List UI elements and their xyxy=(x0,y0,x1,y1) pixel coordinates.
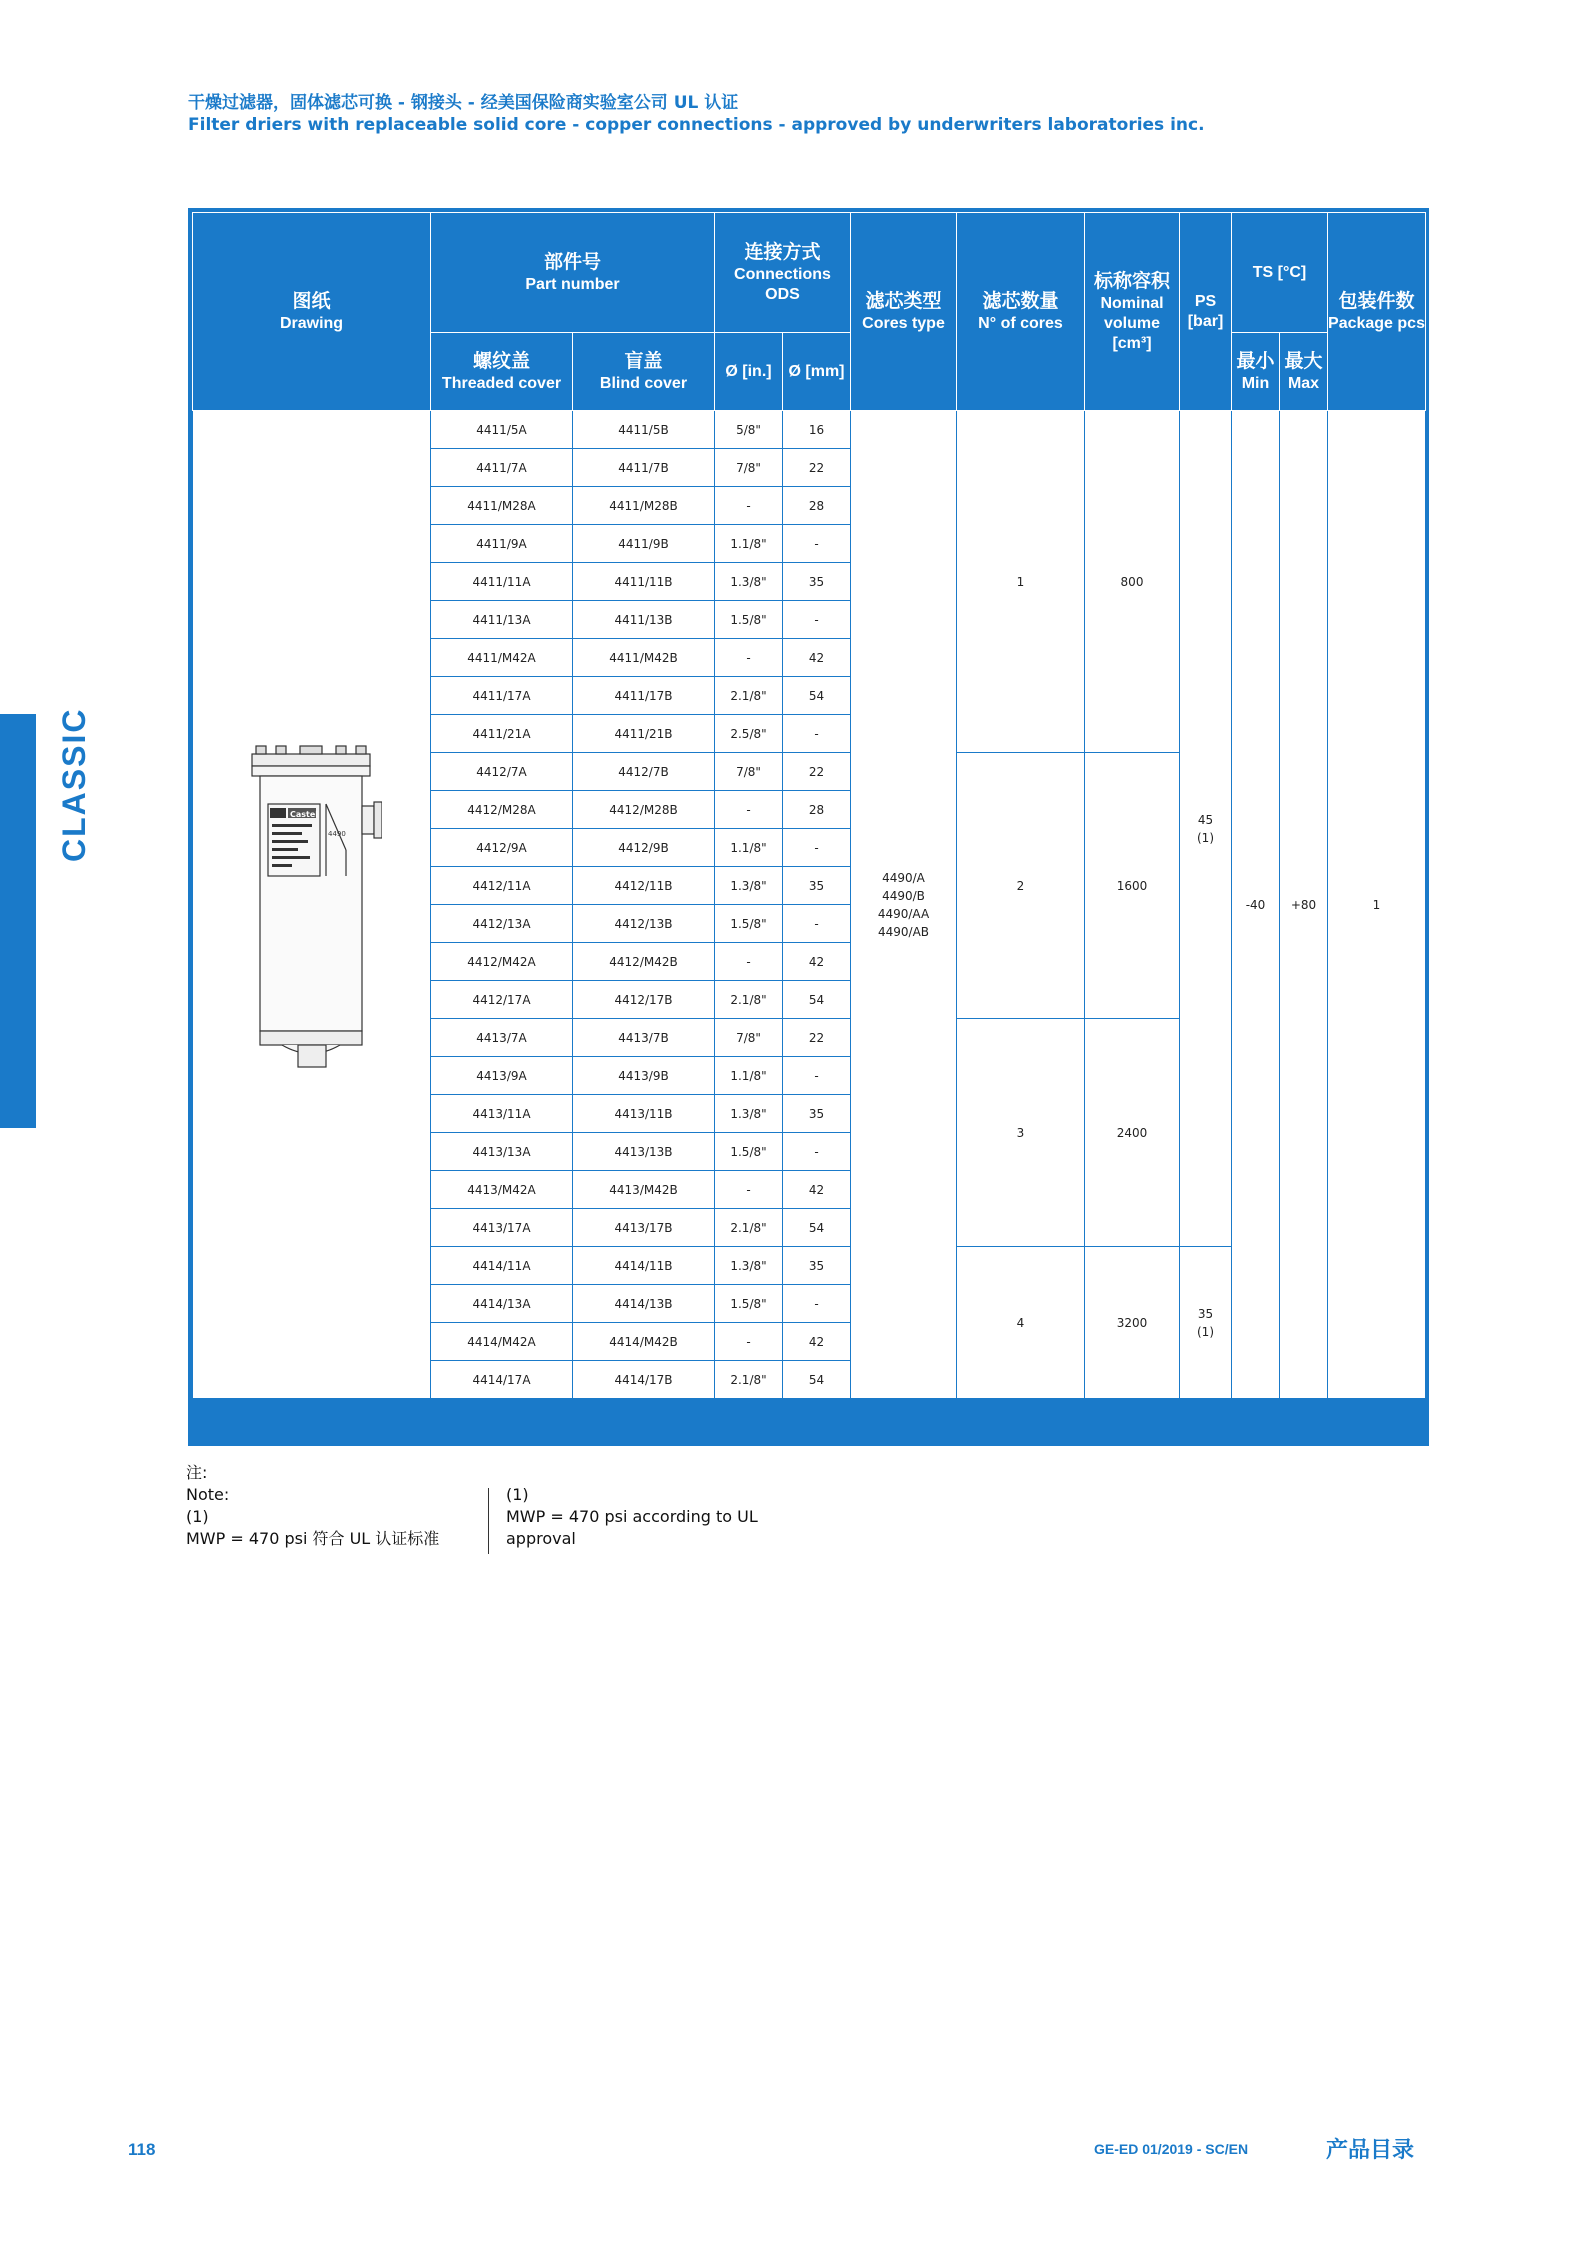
nominal-volume-cell: 2400 xyxy=(1085,1019,1180,1247)
threaded-cover-code: 4411/M42A xyxy=(431,639,573,677)
note-right-text-1: MWP = 470 psi according to UL xyxy=(506,1507,758,1526)
connection-diameter-mm: - xyxy=(783,1057,851,1095)
cores-type-item: 4490/AB xyxy=(877,924,930,939)
blind-cover-code: 4411/5B xyxy=(573,411,715,449)
connection-diameter-in: 2.1/8" xyxy=(715,1209,783,1247)
blind-cover-code: 4413/17B xyxy=(573,1209,715,1247)
notes-right xyxy=(506,1484,758,1550)
connection-diameter-mm: 42 xyxy=(783,943,851,981)
connection-diameter-mm: 54 xyxy=(783,677,851,715)
document-code: GE-ED 01/2019 - SC/EN xyxy=(1094,2141,1249,2157)
connection-diameter-in: 2.1/8" xyxy=(715,981,783,1019)
header-blind-cover: 盲盖 Blind cover xyxy=(573,333,715,411)
threaded-cover-code: 4412/9A xyxy=(431,829,573,867)
connection-diameter-mm: 35 xyxy=(783,1095,851,1133)
header-ts-max: 最大 Max xyxy=(1280,333,1328,411)
nominal-volume-cell: 800 xyxy=(1085,411,1180,753)
connection-diameter-mm: 54 xyxy=(783,1209,851,1247)
note-left-text: MWP = 470 psi 符合 UL 认证标准 xyxy=(186,1529,440,1548)
blind-cover-code: 4414/13B xyxy=(573,1285,715,1323)
connection-diameter-in: 1.5/8" xyxy=(715,905,783,943)
threaded-cover-code: 4411/21A xyxy=(431,715,573,753)
note-label-en: Note: xyxy=(186,1485,230,1504)
threaded-cover-code: 4411/13A xyxy=(431,601,573,639)
blind-cover-code: 4411/7B xyxy=(573,449,715,487)
blind-cover-code: 4411/13B xyxy=(573,601,715,639)
connection-diameter-in: 1.3/8" xyxy=(715,867,783,905)
note-label-cn: 注: xyxy=(186,1463,208,1482)
threaded-cover-code: 4413/9A xyxy=(431,1057,573,1095)
blind-cover-code: 4412/7B xyxy=(573,753,715,791)
side-tab-label: CLASSIC xyxy=(56,707,92,862)
nominal-volume-cell: 1600 xyxy=(1085,753,1180,1019)
page-title xyxy=(188,92,1205,136)
connection-diameter-in: 5/8" xyxy=(715,411,783,449)
blind-cover-code: 4412/17B xyxy=(573,981,715,1019)
connection-diameter-mm: 42 xyxy=(783,1323,851,1361)
title-chinese: 干燥过滤器，固体滤芯可换 - 钢接头 - 经美国保险商实验室公司 UL 认证 xyxy=(188,93,739,113)
connection-diameter-mm: 54 xyxy=(783,1361,851,1399)
header-diameter-mm: Ø [mm] xyxy=(783,333,851,411)
cores-type-item: 4490/AA xyxy=(877,906,930,921)
blind-cover-code: 4413/9B xyxy=(573,1057,715,1095)
header-part-number: 部件号 Part number xyxy=(431,213,715,333)
connection-diameter-mm: 42 xyxy=(783,639,851,677)
threaded-cover-code: 4412/17A xyxy=(431,981,573,1019)
connection-diameter-in: 2.1/8" xyxy=(715,677,783,715)
threaded-cover-code: 4411/5A xyxy=(431,411,573,449)
connection-diameter-in: - xyxy=(715,639,783,677)
table-row xyxy=(193,411,1426,449)
blind-cover-code: 4411/21B xyxy=(573,715,715,753)
blind-cover-code: 4411/17B xyxy=(573,677,715,715)
threaded-cover-code: 4411/9A xyxy=(431,525,573,563)
connection-diameter-mm: 35 xyxy=(783,867,851,905)
note-right-ref: (1) xyxy=(506,1485,529,1504)
drawing-cell xyxy=(193,411,431,1399)
ps-cell xyxy=(1180,411,1232,1247)
threaded-cover-code: 4414/M42A xyxy=(431,1323,573,1361)
header-drawing: 图纸 Drawing xyxy=(193,213,431,411)
header-ts-min: 最小 Min xyxy=(1232,333,1280,411)
threaded-cover-code: 4414/11A xyxy=(431,1247,573,1285)
threaded-cover-code: 4412/13A xyxy=(431,905,573,943)
connection-diameter-in: 1.5/8" xyxy=(715,601,783,639)
ps-note-ref: (1) xyxy=(1197,1324,1214,1339)
blind-cover-code: 4413/7B xyxy=(573,1019,715,1057)
blind-cover-code: 4412/M42B xyxy=(573,943,715,981)
threaded-cover-code: 4412/M42A xyxy=(431,943,573,981)
connection-diameter-mm: 22 xyxy=(783,1019,851,1057)
connection-diameter-mm: - xyxy=(783,601,851,639)
connection-diameter-in: 1.3/8" xyxy=(715,1095,783,1133)
header-ts: TS [°C] xyxy=(1232,213,1328,333)
connection-diameter-mm: - xyxy=(783,715,851,753)
connection-diameter-mm: 22 xyxy=(783,753,851,791)
threaded-cover-code: 4412/11A xyxy=(431,867,573,905)
connection-diameter-in: 1.1/8" xyxy=(715,829,783,867)
header-package: 包装件数 Package pcs xyxy=(1328,213,1426,411)
connection-diameter-mm: 42 xyxy=(783,1171,851,1209)
connection-diameter-mm: 22 xyxy=(783,449,851,487)
nominal-volume-cell: 3200 xyxy=(1085,1247,1180,1399)
table-body xyxy=(193,411,1426,1399)
side-tab-bar xyxy=(0,714,36,1128)
blind-cover-code: 4411/M28B xyxy=(573,487,715,525)
n-cores-cell: 2 xyxy=(957,753,1085,1019)
catalog-label: 产品目录 xyxy=(1326,2138,1415,2163)
threaded-cover-code: 4412/7A xyxy=(431,753,573,791)
threaded-cover-code: 4413/13A xyxy=(431,1133,573,1171)
connection-diameter-in: - xyxy=(715,1323,783,1361)
spec-table xyxy=(192,212,1426,1399)
connection-diameter-in: 7/8" xyxy=(715,753,783,791)
connection-diameter-mm: 35 xyxy=(783,563,851,601)
threaded-cover-code: 4412/M28A xyxy=(431,791,573,829)
package-cell: 1 xyxy=(1328,411,1426,1399)
cores-type-item: 4490/A xyxy=(882,870,925,885)
n-cores-cell: 3 xyxy=(957,1019,1085,1247)
blind-cover-code: 4411/M42B xyxy=(573,639,715,677)
connection-diameter-in: - xyxy=(715,487,783,525)
connection-diameter-mm: - xyxy=(783,905,851,943)
connection-diameter-mm: - xyxy=(783,1285,851,1323)
connection-diameter-in: 1.3/8" xyxy=(715,1247,783,1285)
title-english: Filter driers with replaceable solid core - copper connections - approved by underwriters laboratories inc. xyxy=(188,115,1205,135)
threaded-cover-code: 4411/17A xyxy=(431,677,573,715)
connection-diameter-in: - xyxy=(715,943,783,981)
connection-diameter-in: 1.1/8" xyxy=(715,1057,783,1095)
drawing-brand-label: Castel xyxy=(289,809,318,819)
header-ps: PS [bar] xyxy=(1180,213,1232,411)
notes-left xyxy=(186,1462,439,1550)
connection-diameter-in: - xyxy=(715,1171,783,1209)
ps-cell xyxy=(1180,1247,1232,1399)
threaded-cover-code: 4411/M28A xyxy=(431,487,573,525)
blind-cover-code: 4412/13B xyxy=(573,905,715,943)
blind-cover-code: 4412/11B xyxy=(573,867,715,905)
cores-type-cell xyxy=(851,411,957,1399)
ps-note-ref: (1) xyxy=(1197,830,1214,845)
cores-type-item: 4490/B xyxy=(882,888,925,903)
connection-diameter-in: 1.1/8" xyxy=(715,525,783,563)
connection-diameter-in: 1.3/8" xyxy=(715,563,783,601)
note-left-ref: (1) xyxy=(186,1507,209,1526)
connection-diameter-mm: 35 xyxy=(783,1247,851,1285)
threaded-cover-code: 4414/17A xyxy=(431,1361,573,1399)
blind-cover-code: 4414/17B xyxy=(573,1361,715,1399)
threaded-cover-code: 4411/11A xyxy=(431,563,573,601)
blind-cover-code: 4411/11B xyxy=(573,563,715,601)
connection-diameter-mm: - xyxy=(783,525,851,563)
ps-value: 35 xyxy=(1197,1306,1214,1321)
header-diameter-in: Ø [in.] xyxy=(715,333,783,411)
header-n-cores: 滤芯数量 N° of cores xyxy=(957,213,1085,411)
connection-diameter-in: 1.5/8" xyxy=(715,1133,783,1171)
blind-cover-code: 4411/9B xyxy=(573,525,715,563)
connection-diameter-mm: 28 xyxy=(783,791,851,829)
blind-cover-code: 4414/11B xyxy=(573,1247,715,1285)
header-connections: 连接方式 Connections ODS xyxy=(715,213,851,333)
connection-diameter-mm: 28 xyxy=(783,487,851,525)
threaded-cover-code: 4413/17A xyxy=(431,1209,573,1247)
n-cores-cell: 1 xyxy=(957,411,1085,753)
blind-cover-code: 4412/9B xyxy=(573,829,715,867)
connection-diameter-in: 2.1/8" xyxy=(715,1361,783,1399)
blind-cover-code: 4413/11B xyxy=(573,1095,715,1133)
connection-diameter-mm: - xyxy=(783,1133,851,1171)
blind-cover-code: 4414/M42B xyxy=(573,1323,715,1361)
threaded-cover-code: 4413/11A xyxy=(431,1095,573,1133)
connection-diameter-in: 1.5/8" xyxy=(715,1285,783,1323)
threaded-cover-code: 4411/7A xyxy=(431,449,573,487)
page-number: 118 xyxy=(128,2140,156,2159)
header-cores-type: 滤芯类型 Cores type xyxy=(851,213,957,411)
ts-min-cell: -40 xyxy=(1232,411,1280,1399)
n-cores-cell: 4 xyxy=(957,1247,1085,1399)
note-divider xyxy=(488,1488,489,1554)
blind-cover-code: 4412/M28B xyxy=(573,791,715,829)
connection-diameter-in: 7/8" xyxy=(715,449,783,487)
drawing-model-label: 4490 xyxy=(327,829,346,838)
blind-cover-code: 4413/M42B xyxy=(573,1171,715,1209)
connection-diameter-in: 7/8" xyxy=(715,1019,783,1057)
connection-diameter-in: - xyxy=(715,791,783,829)
threaded-cover-code: 4413/7A xyxy=(431,1019,573,1057)
header-threaded-cover: 螺纹盖 Threaded cover xyxy=(431,333,573,411)
connection-diameter-in: 2.5/8" xyxy=(715,715,783,753)
connection-diameter-mm: 16 xyxy=(783,411,851,449)
filter-drier-drawing xyxy=(242,740,382,1070)
ps-value: 45 xyxy=(1197,812,1214,827)
note-right-text-2: approval xyxy=(506,1529,576,1548)
header-nominal-volume: 标称容积 Nominal volume [cm³] xyxy=(1085,213,1180,411)
threaded-cover-code: 4413/M42A xyxy=(431,1171,573,1209)
ts-max-cell: +80 xyxy=(1280,411,1328,1399)
blind-cover-code: 4413/13B xyxy=(573,1133,715,1171)
connection-diameter-mm: 54 xyxy=(783,981,851,1019)
connection-diameter-mm: - xyxy=(783,829,851,867)
threaded-cover-code: 4414/13A xyxy=(431,1285,573,1323)
